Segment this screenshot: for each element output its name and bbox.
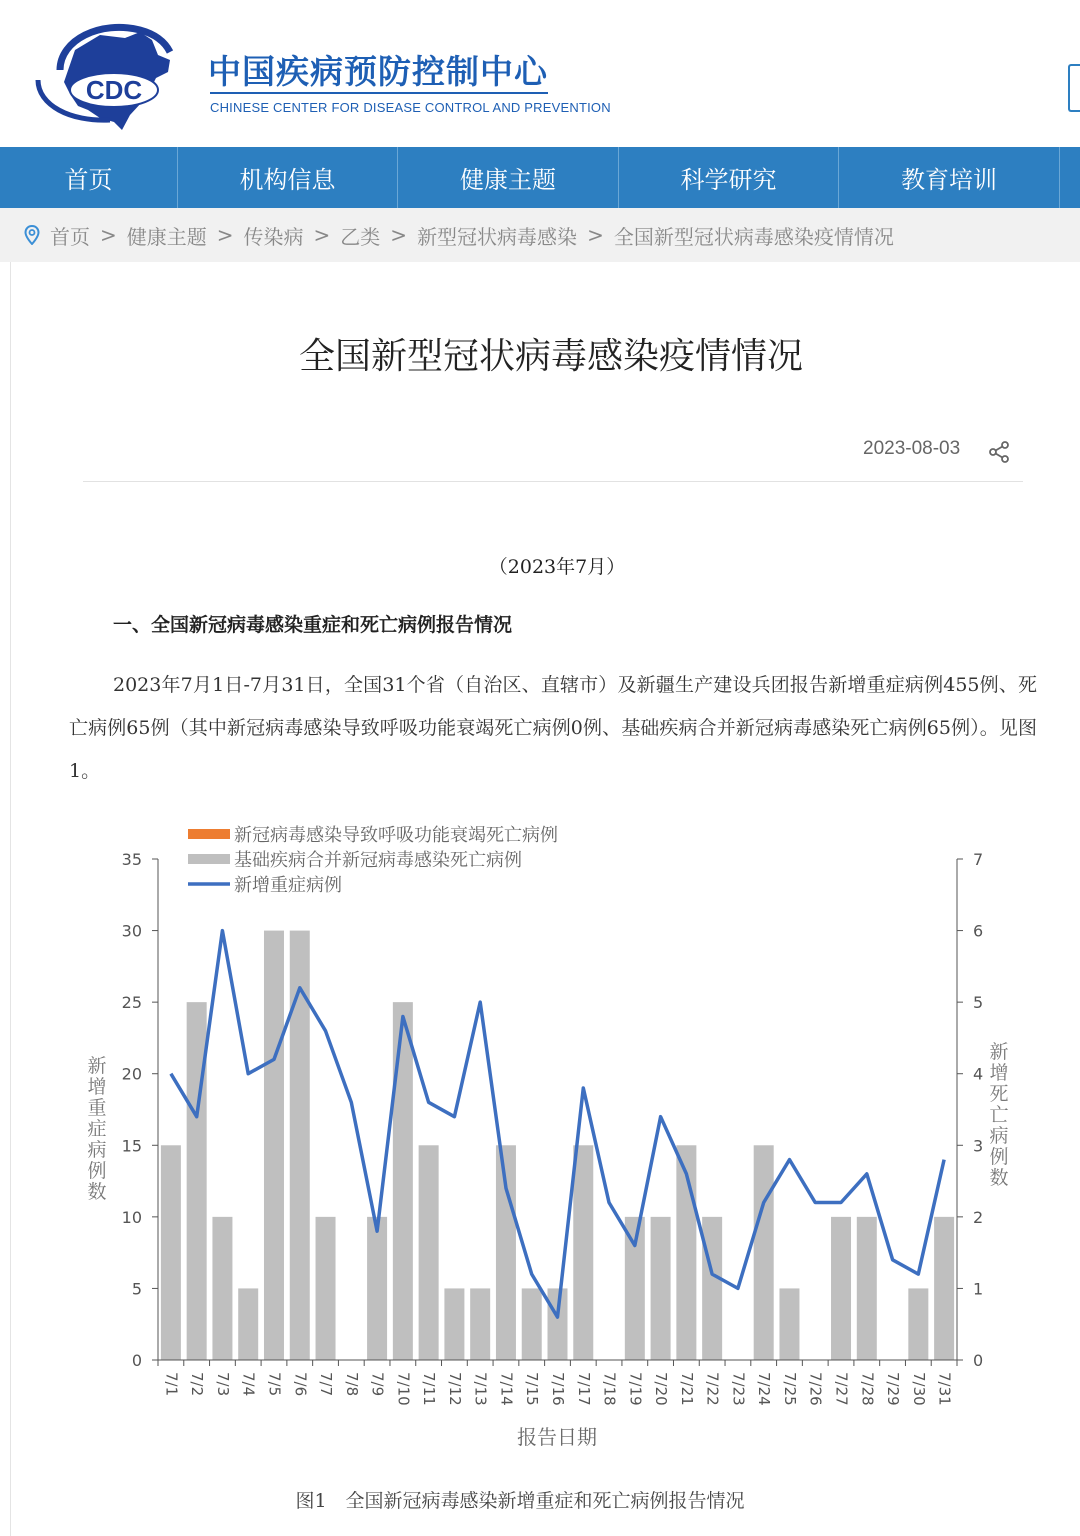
site-subtitle: CHINESE CENTER FOR DISEASE CONTROL AND PREVENTION <box>210 100 611 115</box>
x-tick-label: 7/18 <box>600 1372 619 1406</box>
x-tick-label: 7/4 <box>239 1372 258 1397</box>
right-tick-label: 6 <box>973 921 984 941</box>
breadcrumb <box>0 208 1080 262</box>
legend-label: 新冠病毒感染导致呼吸功能衰竭死亡病例 <box>234 825 558 846</box>
breadcrumb-separator: > <box>313 223 331 247</box>
title-underline <box>210 92 548 94</box>
left-tick-label: 10 <box>121 1207 142 1227</box>
x-tick-label: 7/14 <box>497 1372 516 1406</box>
right-tick-label: 1 <box>973 1279 984 1299</box>
main-nav <box>0 147 1080 208</box>
x-tick-label: 7/30 <box>909 1372 928 1406</box>
article-title: 全国新型冠状病毒感染疫情情况 <box>298 336 803 377</box>
search-box-edge[interactable] <box>1068 64 1080 112</box>
right-tick-label: 7 <box>973 850 984 869</box>
breadcrumb-health-topics[interactable]: 健康主题 <box>126 224 207 249</box>
right-tick-label: 2 <box>973 1207 984 1227</box>
article-paragraph: 2023年7月1日-7月31日，全国31个省（自治区、直辖市）及新疆生产建设兵团报告新增重症病例455例、死亡病例65例（其中新冠病毒感染导致呼吸功能衰竭死亡病例0例、基础疾病合并新冠病毒感染死亡病例65例）。见图1。 <box>69 674 1037 782</box>
x-tick-label: 7/5 <box>265 1372 284 1397</box>
x-tick-label: 7/1 <box>162 1372 181 1397</box>
site-title: 中国疾病预防控制中心 <box>208 52 548 91</box>
right-tick-label: 5 <box>973 993 984 1013</box>
right-tick-label: 3 <box>973 1136 984 1156</box>
breadcrumb-separator: > <box>390 223 408 247</box>
breadcrumb-home[interactable]: 首页 <box>50 224 90 249</box>
nav-item-research[interactable]: 科学研究 <box>619 147 839 208</box>
figure-caption: 图1 全国新冠病毒感染新增重症和死亡病例报告情况 <box>295 1490 745 1512</box>
cdc-logo[interactable] <box>30 10 190 140</box>
nav-item-education[interactable]: 教育培训 <box>839 147 1060 208</box>
x-tick-label: 7/3 <box>213 1372 232 1397</box>
x-tick-label: 7/9 <box>368 1372 387 1397</box>
x-tick-label: 7/15 <box>523 1372 542 1406</box>
left-tick-label: 30 <box>121 921 142 941</box>
breadcrumb-class-b[interactable]: 乙类 <box>340 224 381 249</box>
site-header <box>0 0 1080 147</box>
x-tick-label: 7/12 <box>445 1372 464 1406</box>
x-tick-label: 7/6 <box>291 1372 310 1397</box>
breadcrumb-separator: > <box>587 223 604 247</box>
nav-item-health-topics[interactable]: 健康主题 <box>398 147 619 208</box>
x-tick-label: 7/28 <box>858 1372 877 1406</box>
left-tick-label: 35 <box>121 850 142 869</box>
report-period: （2023年7月） <box>488 556 626 578</box>
breadcrumb-current-page[interactable]: 全国新型冠状病毒感染疫情情况 <box>613 224 894 249</box>
x-tick-label: 7/21 <box>677 1372 696 1406</box>
x-tick-label: 7/29 <box>884 1372 903 1406</box>
legend-label: 新增重症病例 <box>234 875 342 896</box>
x-tick-label: 7/27 <box>832 1372 851 1406</box>
x-tick-label: 7/7 <box>317 1372 336 1397</box>
x-tick-label: 7/16 <box>549 1372 567 1406</box>
left-tick-label: 5 <box>131 1279 142 1299</box>
x-axis-title: 报告日期 <box>517 1425 597 1449</box>
x-tick-label: 7/11 <box>420 1372 439 1406</box>
breadcrumb-covid[interactable]: 新型冠状病毒感染 <box>417 224 578 249</box>
right-tick-label: 0 <box>973 1351 984 1370</box>
x-tick-label: 7/23 <box>729 1372 748 1406</box>
left-tick-label: 0 <box>131 1351 142 1370</box>
x-tick-label: 7/24 <box>755 1372 774 1406</box>
x-tick-label: 7/20 <box>652 1372 671 1406</box>
logo-text: CDC <box>85 75 143 105</box>
x-tick-label: 7/19 <box>626 1372 645 1406</box>
left-tick-label: 15 <box>121 1136 142 1156</box>
breadcrumb-separator: > <box>100 223 117 247</box>
x-tick-label: 7/25 <box>780 1372 799 1406</box>
left-tick-label: 20 <box>121 1064 142 1084</box>
right-axis-title: 新增死亡病例数 <box>989 1041 1009 1189</box>
x-tick-label: 7/13 <box>471 1372 490 1406</box>
title-divider <box>83 481 1023 482</box>
article-panel <box>10 262 1080 1536</box>
left-axis-title: 新增重症病例数 <box>87 1055 107 1203</box>
x-tick-label: 7/10 <box>394 1372 413 1406</box>
x-tick-label: 7/31 <box>935 1372 954 1406</box>
x-tick-label: 7/2 <box>188 1372 207 1397</box>
nav-item-organization[interactable]: 机构信息 <box>178 147 398 208</box>
location-pin-icon <box>24 225 40 245</box>
publish-date: 2023-08-03 <box>863 438 961 459</box>
section-heading: 一、全国新冠病毒感染重症和死亡病例报告情况 <box>113 614 513 636</box>
legend-label: 基础疾病合并新冠病毒感染死亡病例 <box>234 850 522 871</box>
x-tick-label: 7/17 <box>574 1372 593 1406</box>
x-tick-label: 7/8 <box>342 1372 361 1397</box>
left-tick-label: 25 <box>121 993 142 1013</box>
breadcrumb-infectious-diseases[interactable]: 传染病 <box>243 224 304 249</box>
nav-item-home[interactable]: 首页 <box>0 147 178 208</box>
right-tick-label: 4 <box>973 1064 984 1084</box>
share-icon[interactable] <box>987 440 1011 464</box>
x-tick-label: 7/22 <box>703 1372 722 1406</box>
x-tick-label: 7/26 <box>806 1372 825 1406</box>
breadcrumb-separator: > <box>216 223 234 247</box>
